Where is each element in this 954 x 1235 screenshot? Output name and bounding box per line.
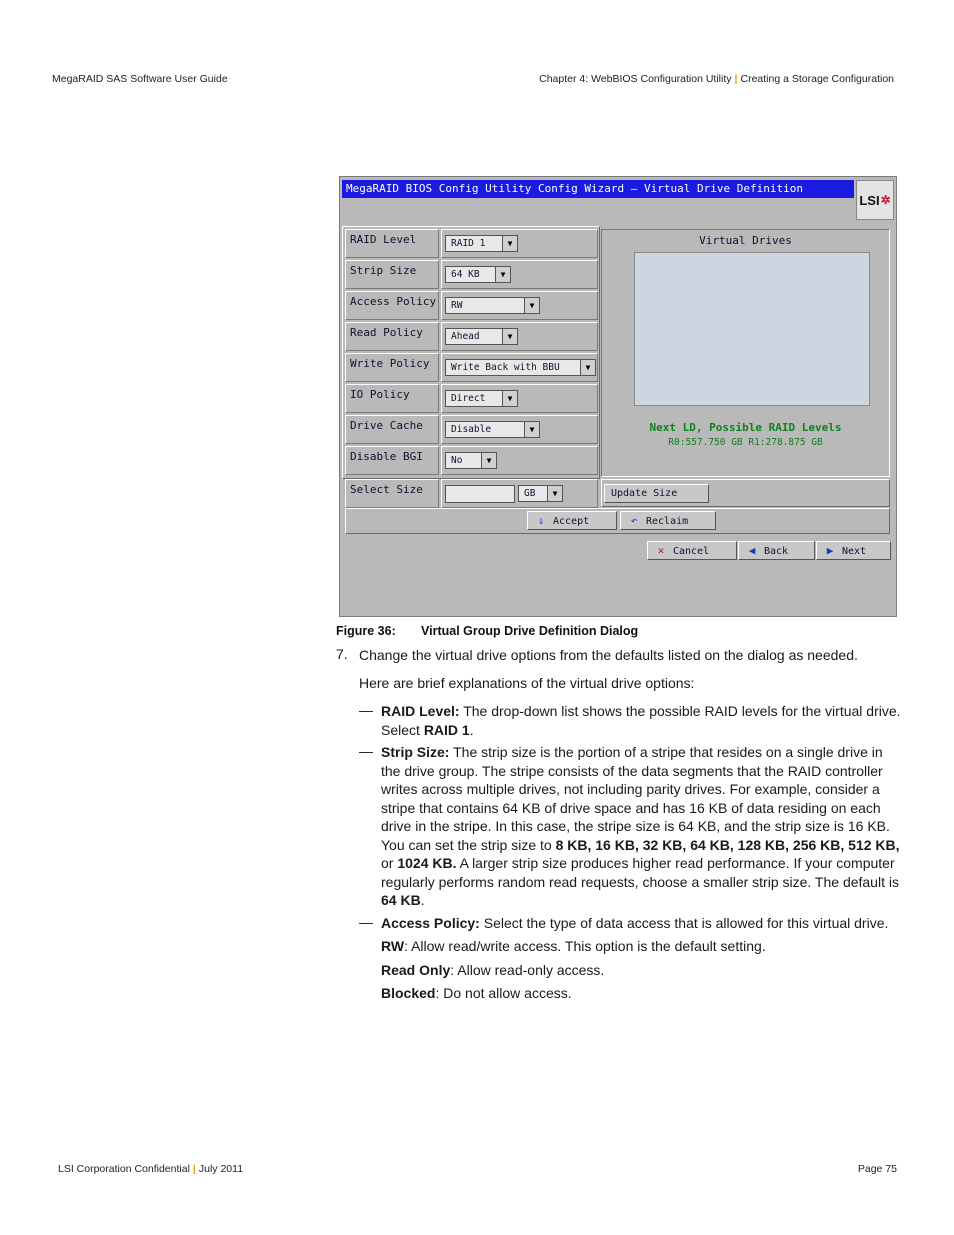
accept-button[interactable] — [527, 511, 617, 530]
chevron-down-icon: ▼ — [524, 298, 539, 313]
arrow-left-icon: ◀ — [748, 544, 756, 557]
footer-company: LSI Corporation Confidential — [58, 1163, 190, 1175]
cancel-button[interactable] — [647, 541, 737, 560]
strip-size-term: Strip Size: — [381, 744, 450, 760]
running-header-right — [539, 73, 894, 85]
write-policy-value: Write Back with BBU — [451, 362, 560, 373]
bullet-dash: — — [359, 914, 373, 930]
next-button[interactable] — [816, 541, 891, 560]
strip-size-bold-1: 8 KB, 16 KB, 32 KB, 64 KB, 128 KB, 256 KB, 512 KB, — [555, 836, 900, 853]
read-policy-dropdown[interactable] — [445, 328, 518, 345]
select-size-field — [441, 479, 598, 508]
access-policy-description — [381, 914, 921, 933]
figure-caption — [336, 624, 638, 638]
next-ld-heading: Next LD, Possible RAID Levels — [649, 421, 842, 434]
access-policy-dropdown[interactable] — [445, 297, 540, 314]
access-policy-value: RW — [451, 300, 463, 311]
io-policy-label: IO Policy — [345, 384, 439, 413]
accept-reclaim-bar — [345, 508, 890, 534]
drive-cache-value: Disable — [451, 424, 492, 435]
figure-number: Figure 36: — [336, 624, 396, 638]
access-policy-label: Access Policy — [345, 291, 439, 320]
accept-label: Accept — [553, 516, 590, 527]
access-policy-field — [441, 291, 598, 320]
virtual-drives-list[interactable] — [634, 252, 870, 406]
write-policy-field — [441, 353, 598, 382]
write-policy-label: Write Policy — [345, 353, 439, 382]
raid-level-text-1: The drop-down list shows the possible RAID levels for the virtual drive. Select — [381, 703, 901, 738]
header-separator: | — [734, 73, 738, 85]
next-label: Next — [842, 546, 867, 557]
raid-level-term: RAID Level: — [381, 703, 460, 719]
drive-cache-field — [441, 415, 598, 444]
disable-bgi-field — [441, 446, 598, 475]
lsi-logo-icon: ✲ — [880, 193, 891, 207]
strip-size-field — [441, 260, 598, 289]
bios-screenshot — [339, 176, 897, 617]
blocked-term: Blocked — [381, 985, 436, 1001]
reclaim-button[interactable] — [620, 511, 716, 530]
strip-size-text-1: The strip size is the portion of a stripe that resides on a single drive in the drive group. The stripe consists of the data segments that the RAID controller writes across multiple drives, not including parity drives. For example, consider a stripe that contains 64 KB of drive space and has 16 KB of data residing on each drive in the stripe. In this case, the stripe size is 64 KB, and the strip size is 16 KB. You can set the strip size to — [381, 744, 890, 853]
virtual-drives-panel — [601, 229, 890, 477]
drive-cache-label: Drive Cache — [345, 415, 439, 444]
rw-term: RW — [381, 938, 405, 954]
chevron-down-icon: ▼ — [502, 329, 517, 344]
chevron-down-icon: ▼ — [495, 267, 510, 282]
read-policy-value: Ahead — [451, 331, 480, 342]
header-section: Creating a Storage Configuration — [740, 73, 894, 85]
raid-level-value: RAID 1 — [451, 238, 486, 249]
raid-level-bold-1: RAID 1 — [423, 721, 470, 738]
strip-size-text-3: A larger strip size produces higher read performance. If your computer regularly performs random read requests, choose a smaller strip size. The default is — [381, 855, 899, 890]
chevron-down-icon: ▼ — [547, 486, 562, 501]
update-size-button[interactable] — [604, 484, 709, 503]
raid-level-label: RAID Level — [345, 229, 439, 258]
reclaim-icon: ↶ — [630, 514, 638, 527]
io-policy-dropdown[interactable] — [445, 390, 518, 407]
read-only-option — [381, 961, 901, 980]
header-chapter: Chapter 4: WebBIOS Configuration Utility — [539, 73, 732, 85]
virtual-drives-title: Virtual Drives — [699, 234, 792, 247]
reclaim-label: Reclaim — [646, 516, 689, 527]
arrow-right-icon: ▶ — [826, 544, 834, 557]
running-header-left: MegaRAID SAS Software User Guide — [52, 73, 228, 85]
disable-bgi-dropdown[interactable] — [445, 452, 497, 469]
rw-text: : Allow read/write access. This option is the default setting. — [404, 938, 766, 954]
back-button[interactable] — [738, 541, 815, 560]
intro-text: Here are brief explanations of the virtual drive options: — [359, 675, 695, 691]
access-policy-term: Access Policy: — [381, 915, 480, 931]
raid-level-field — [441, 229, 598, 258]
page-number: Page 75 — [857, 1163, 897, 1175]
lsi-logo — [856, 180, 894, 220]
drive-cache-dropdown[interactable] — [445, 421, 540, 438]
update-size-label: Update Size — [611, 488, 678, 499]
select-size-label: Select Size — [345, 479, 439, 508]
read-only-term: Read Only — [381, 962, 451, 978]
io-policy-field — [441, 384, 598, 413]
bullet-dash: — — [359, 743, 373, 759]
step-number: 7. — [336, 646, 348, 662]
strip-size-text-4: . — [420, 892, 425, 908]
lsi-logo-text: LSI — [859, 192, 880, 208]
read-policy-label: Read Policy — [345, 322, 439, 351]
chevron-down-icon: ▼ — [502, 391, 517, 406]
strip-size-bold-2: 1024 KB. — [397, 855, 457, 871]
chevron-down-icon: ▼ — [481, 453, 496, 468]
disable-bgi-label: Disable BGI — [345, 446, 439, 475]
chevron-down-icon: ▼ — [524, 422, 539, 437]
strip-size-dropdown[interactable] — [445, 266, 511, 283]
footer-separator: | — [192, 1163, 196, 1175]
strip-size-description — [381, 743, 903, 910]
blocked-option — [381, 984, 901, 1003]
strip-size-text-2: or — [381, 855, 398, 871]
update-size-area — [601, 479, 890, 507]
blocked-text: : Do not allow access. — [435, 985, 572, 1001]
footer-date: July 2011 — [198, 1163, 244, 1175]
footer-left — [58, 1163, 243, 1175]
cancel-label: Cancel — [673, 546, 710, 557]
raid-level-dropdown[interactable] — [445, 235, 518, 252]
strip-size-value: 64 KB — [451, 269, 480, 280]
io-policy-value: Direct — [451, 393, 486, 404]
chevron-down-icon: ▼ — [580, 360, 595, 375]
step-text: Change the virtual drive options from the defaults listed on the dialog as needed. — [359, 647, 858, 663]
strip-size-label: Strip Size — [345, 260, 439, 289]
arrow-down-icon: ⇓ — [537, 514, 545, 527]
chevron-down-icon: ▼ — [502, 236, 517, 251]
bullet-dash: — — [359, 702, 373, 718]
figure-title: Virtual Group Drive Definition Dialog — [421, 624, 639, 638]
raid-level-text-2: . — [469, 721, 474, 738]
possible-raid-levels: R0:557.750 GB R1:278.875 GB — [668, 437, 823, 448]
size-unit-value: GB — [524, 488, 536, 499]
read-policy-field — [441, 322, 598, 351]
write-policy-dropdown[interactable] — [445, 359, 596, 376]
raid-level-description — [381, 702, 906, 739]
close-icon: ✕ — [657, 544, 665, 557]
size-unit-dropdown[interactable] — [518, 485, 563, 502]
size-input[interactable] — [445, 485, 515, 503]
back-label: Back — [764, 546, 789, 557]
access-policy-text-1: Select the type of data access that is allowed for this virtual drive. — [479, 915, 889, 931]
bios-title-bar: MegaRAID BIOS Config Utility Config Wizard – Virtual Drive Definition — [342, 180, 854, 198]
rw-option — [381, 937, 901, 956]
strip-size-bold-3: 64 KB — [381, 892, 421, 908]
read-only-text: : Allow read-only access. — [450, 962, 605, 978]
disable-bgi-value: No — [451, 455, 463, 466]
